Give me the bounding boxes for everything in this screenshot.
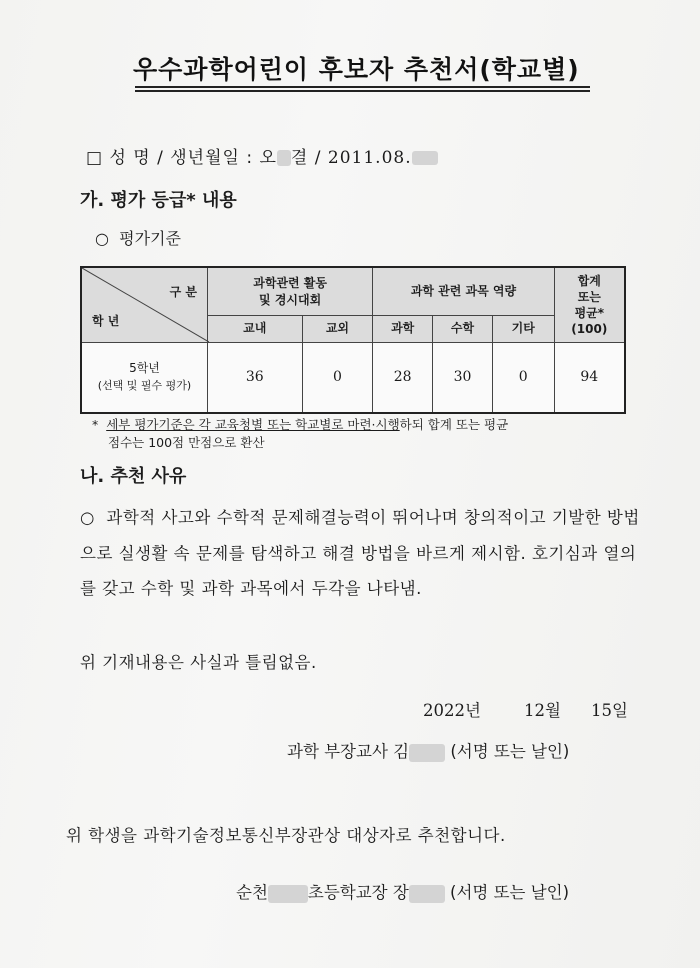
teacher-signature-line: [287, 738, 569, 762]
header-science-activities: 과학관련 활동 및 경시대회: [207, 267, 372, 316]
candidate-line: [86, 143, 438, 168]
row-label-cell: [81, 342, 207, 413]
principal-title: 초등학교장 장: [307, 883, 409, 902]
table-row: [81, 342, 625, 413]
date-year: 2022년: [423, 701, 481, 720]
redacted-name-part: [277, 150, 291, 166]
criteria-bullet-icon: ○: [95, 229, 109, 248]
criteria-line: [95, 226, 181, 249]
recommendation-reason: [80, 500, 640, 607]
corner-top-label: 구 분: [169, 285, 197, 299]
header-total-average: 합계 또는 평균* (100): [554, 267, 625, 342]
teacher-sign-label: (서명 또는 날인): [450, 742, 570, 761]
recommendation-statement: 위 학생을 과학기술정보통신부장관상 대상자로 추천합니다.: [66, 826, 506, 845]
candidate-label: 성 명 / 생년월일 :: [109, 148, 254, 168]
value-math: 30: [433, 342, 493, 413]
confirmation-text: 위 기재내용은 사실과 틀림없음.: [80, 653, 317, 672]
header-math: 수학: [433, 316, 493, 342]
table-corner-cell: [81, 267, 207, 342]
school-name-start: 순천: [236, 883, 268, 902]
date-month: 12월: [524, 701, 561, 720]
redacted-principal-name: [409, 885, 445, 903]
footnote-line2: 점수는 100점 만점으로 환산: [108, 435, 265, 450]
redacted-birth-part: [412, 151, 438, 165]
criteria-label: 평가기준: [119, 229, 181, 248]
header-in-school: 교내: [207, 316, 302, 342]
footnote-underlined: 세부 평가기준은 각 교육청별 또는 학교별로 마련·시행: [106, 417, 400, 432]
title-underline-second: [135, 90, 590, 92]
candidate-name-end: 결: [290, 148, 309, 168]
section-a-heading: 가. 평가 등급* 내용: [80, 190, 237, 211]
redacted-school-name: [268, 885, 308, 903]
value-total: 94: [554, 342, 625, 413]
checkbox-icon: □: [86, 148, 104, 168]
evaluation-footnote: [92, 416, 508, 452]
evaluation-table: [80, 266, 626, 414]
section-b-heading: 나. 추천 사유: [80, 466, 187, 487]
date-day: 15일: [591, 701, 628, 720]
row-label-note: (선택 및 필수 평가): [97, 379, 192, 393]
value-out-school: 0: [302, 342, 373, 413]
header-subject-competency: 과학 관련 과목 역량: [373, 267, 554, 316]
header-other: 기타: [492, 316, 554, 342]
footnote-star: *: [92, 417, 99, 432]
diagonal-line: [82, 268, 209, 342]
candidate-separator: /: [314, 148, 322, 168]
header-science: 과학: [373, 316, 433, 342]
header-out-school: 교외: [302, 316, 373, 342]
value-science: 28: [373, 342, 433, 413]
teacher-title: 과학 부장교사 김: [287, 742, 410, 761]
corner-bottom-label: 학 년: [92, 313, 120, 328]
row-label-grade: 5학년: [129, 361, 160, 376]
redacted-teacher-name: [409, 744, 445, 762]
principal-signature-line: [236, 879, 569, 903]
title-underline: [135, 86, 590, 88]
reason-bullet-icon: ○: [80, 508, 95, 527]
candidate-birth: 2011.08.: [327, 148, 412, 168]
value-in-school: 36: [207, 342, 302, 413]
principal-sign-label: (서명 또는 날인): [450, 883, 570, 902]
value-other: 0: [492, 342, 554, 413]
candidate-name-start: 오: [259, 148, 277, 168]
footnote-text: 하되 합계 또는 평균: [399, 417, 509, 432]
reason-text: 과학적 사고와 수학적 문제해결능력이 뛰어나며 창의적이고 기발한 방법으로 실생활 속 문제를 탐색하고 해결 방법을 바르게 제시함. 호기심과 열의를 갖고 수학 및 과학 과목에서 두각을 나타냄.: [80, 508, 640, 598]
document-title: 우수과학어린이 후보자 추천서(학교별): [133, 55, 580, 84]
